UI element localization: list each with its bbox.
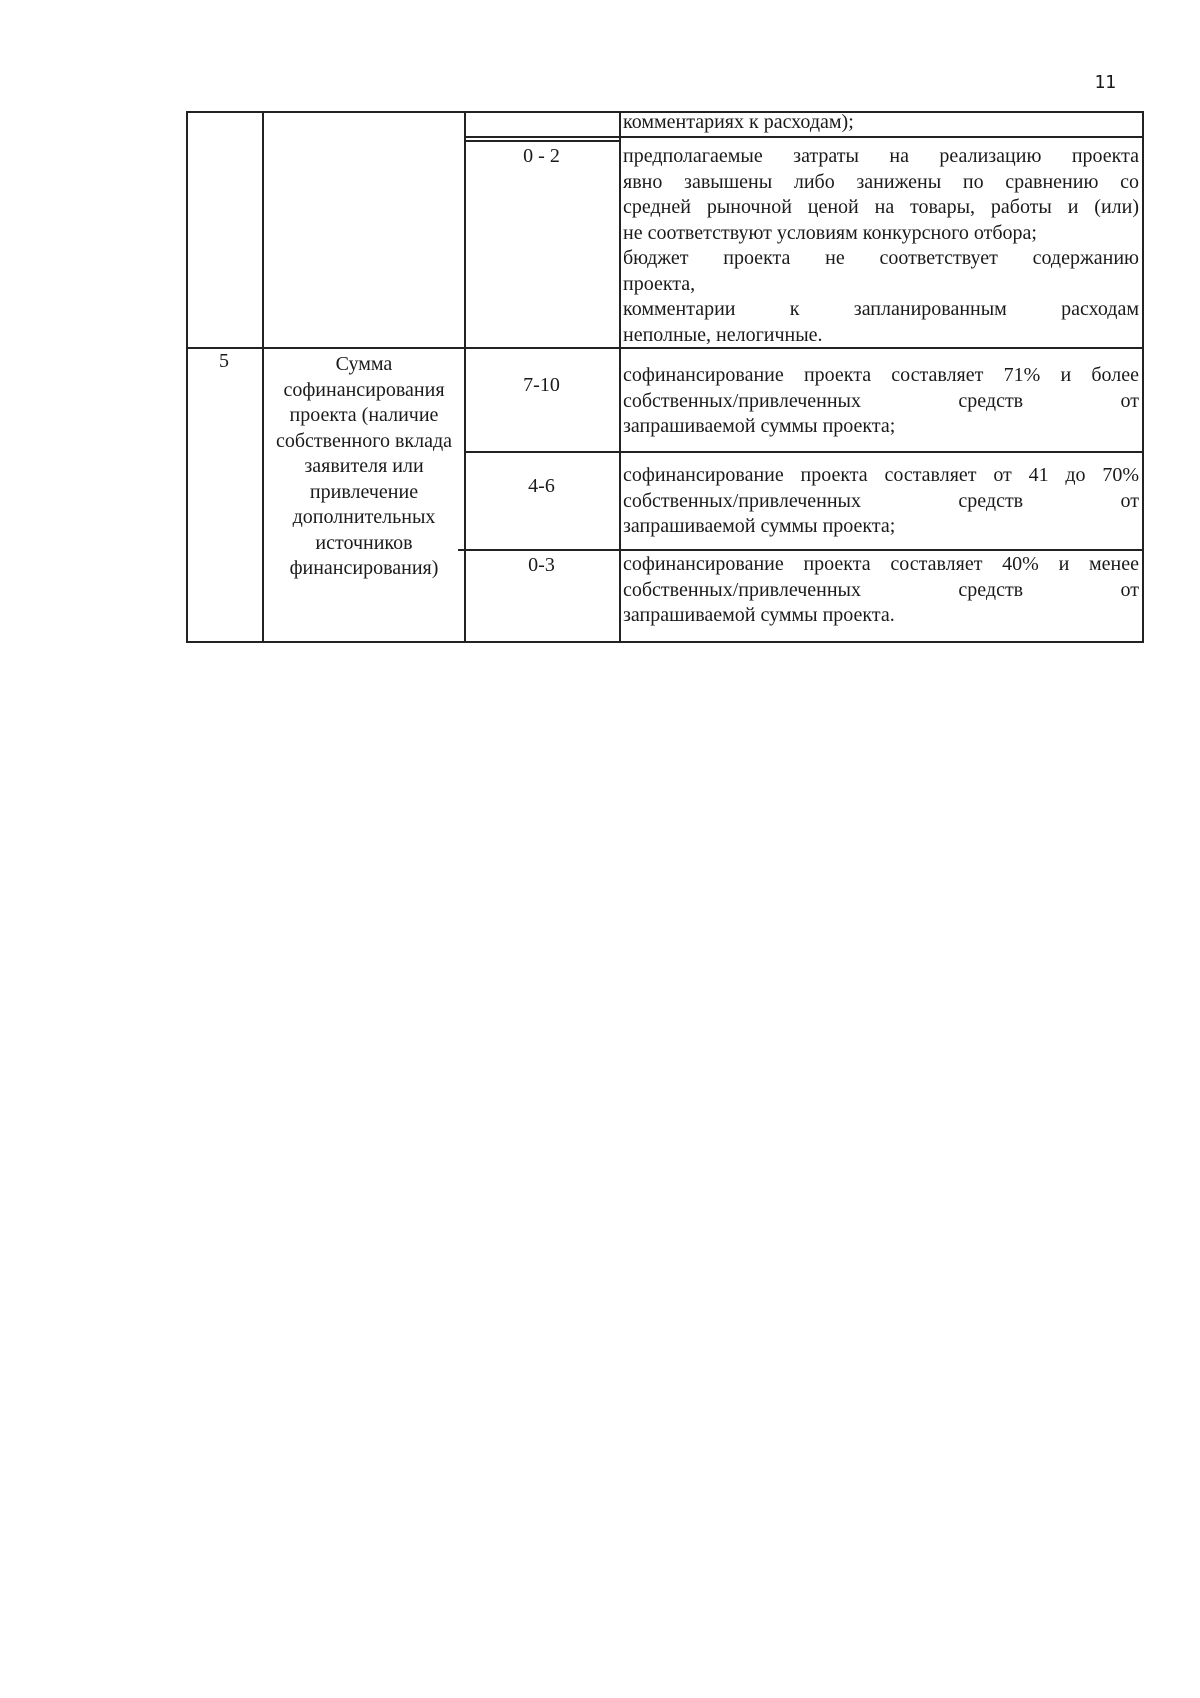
table-border-left — [186, 111, 188, 643]
description-cell — [623, 463, 1139, 540]
row-divider — [464, 136, 1144, 138]
criterion-name-line: Сумма — [335, 353, 393, 375]
criterion-name — [264, 352, 464, 582]
row-divider — [464, 140, 619, 142]
evaluation-criteria-table — [186, 111, 1144, 643]
criterion-name-line: финансирования) — [289, 557, 439, 579]
description-line: собственных/привлеченных средств от — [623, 489, 1139, 512]
criterion-name-line: привлечение — [309, 480, 419, 503]
description-line: софинансирование проекта составляет 40% и менее — [623, 553, 1139, 575]
description-line: средней рыночной ценой на товары, работы и (или) — [623, 196, 1139, 218]
table-border-bottom — [186, 641, 1144, 643]
score-cell: 4-6 — [528, 475, 555, 497]
description-line: запрашиваемой суммы проекта; — [623, 515, 896, 537]
score-cell: 0 - 2 — [523, 145, 560, 167]
description-line: запрашиваемой суммы проекта. — [623, 604, 895, 626]
description-line: предполагаемые затраты на реализацию проекта — [623, 145, 1139, 167]
description-cell — [623, 363, 1139, 440]
description-line: неполные, нелогичные. — [623, 323, 823, 346]
criterion-name-line: дополнительных — [292, 506, 436, 528]
description-line: запрашиваемой суммы проекта; — [623, 415, 896, 437]
row-divider — [458, 549, 1144, 551]
criterion-number: 5 — [219, 350, 229, 372]
description-line: явно завышены либо занижены по сравнению со — [623, 170, 1139, 193]
description-cell — [623, 552, 1139, 629]
description-line: проекта, — [623, 272, 696, 295]
description-cell — [623, 110, 1139, 136]
description-line: комментариях к расходам); — [623, 111, 854, 133]
criterion-name-line: софинансирования — [283, 378, 445, 401]
description-cell — [623, 144, 1139, 348]
description-line: софинансирование проекта составляет от 41 до 70% — [623, 464, 1139, 486]
description-line: софинансирование проекта составляет 71% и более — [623, 364, 1139, 386]
score-cell: 0-3 — [528, 554, 555, 576]
row-divider — [464, 451, 1144, 453]
column-divider — [619, 111, 621, 643]
description-line: не соответствуют условиям конкурсного отбора; — [623, 221, 1037, 244]
criterion-name-line: источников — [315, 531, 413, 554]
page-number: 11 — [1094, 72, 1116, 93]
score-cell: 7-10 — [523, 374, 560, 396]
description-line: комментарии к запланированным расходам — [623, 298, 1139, 320]
table-border-right — [1142, 111, 1144, 643]
criterion-name-line: собственного вклада — [275, 429, 453, 452]
description-line: собственных/привлеченных средств от — [623, 578, 1139, 601]
criterion-name-line: заявителя или — [304, 455, 424, 477]
description-line: собственных/привлеченных средств от — [623, 389, 1139, 412]
description-line: бюджет проекта не соответствует содержанию — [623, 247, 1139, 269]
criterion-name-line: проекта (наличие — [289, 404, 439, 426]
